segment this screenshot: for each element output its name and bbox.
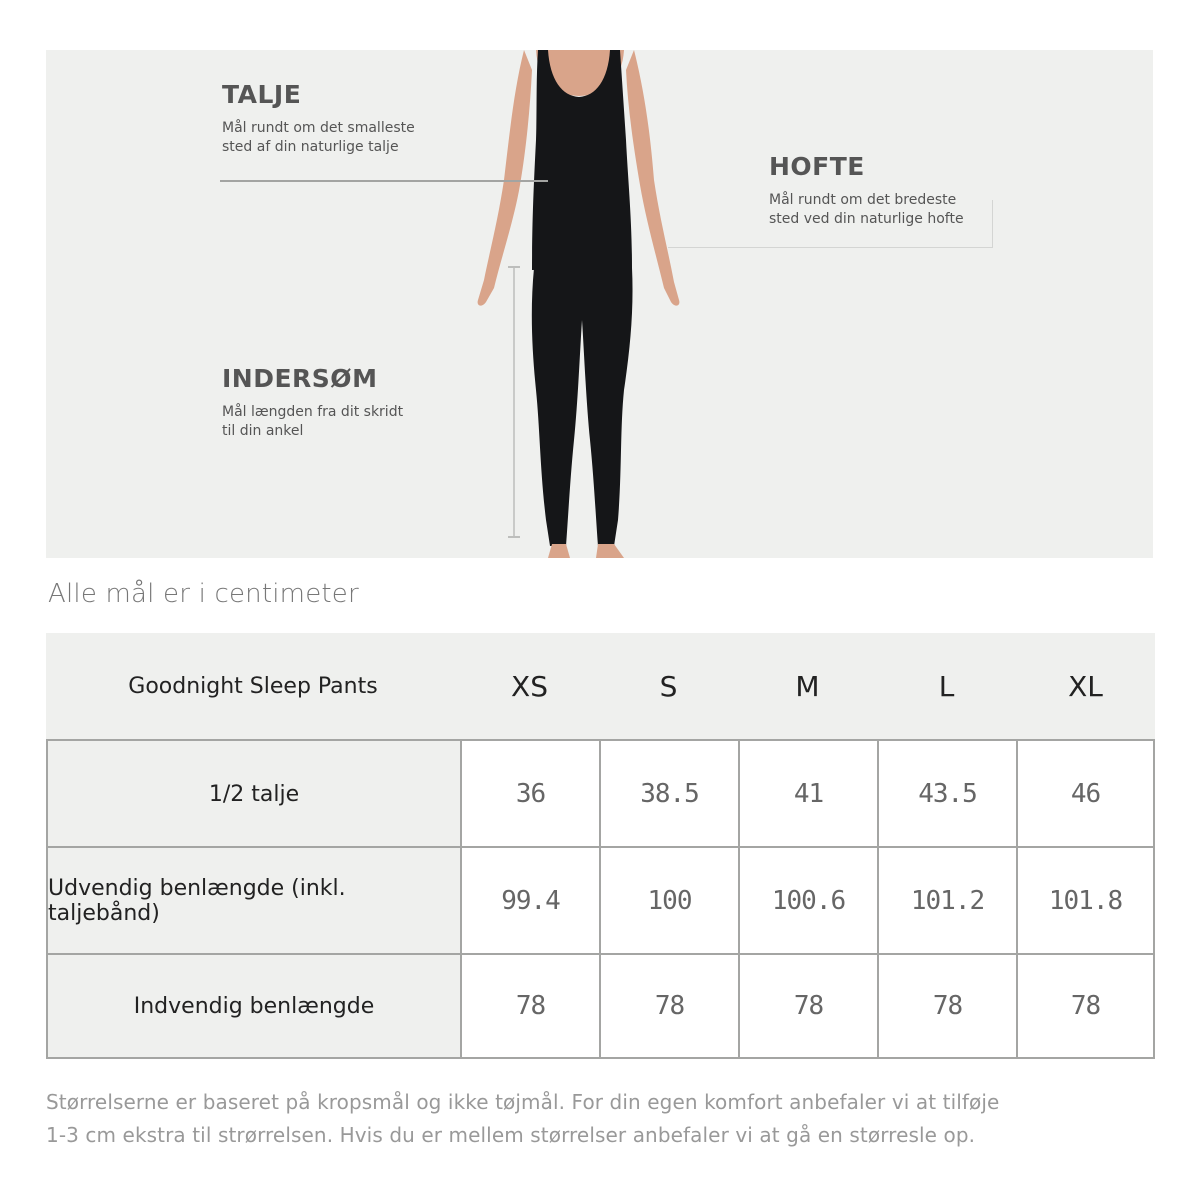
hip-measurement-label bbox=[769, 152, 964, 229]
row-label-cell bbox=[48, 741, 462, 847]
value-cell bbox=[740, 955, 879, 1057]
inseam-desc-line-2: til din ankel bbox=[222, 423, 304, 439]
waist-guide-line bbox=[220, 180, 548, 182]
value-cell bbox=[462, 955, 601, 1057]
value-cell bbox=[740, 848, 879, 954]
footnote-line-2: 1-3 cm ekstra til strørrelsen. Hvis du er mellem størrelser anbefaler vi at gå en størresle op. bbox=[46, 1123, 976, 1147]
value: 78 bbox=[1070, 991, 1101, 1021]
value-cell bbox=[601, 955, 740, 1057]
size-label: M bbox=[795, 669, 820, 703]
value-cell bbox=[740, 741, 879, 847]
value-cell bbox=[1018, 955, 1153, 1057]
size-label: XS bbox=[511, 669, 548, 703]
table-row-half-waist bbox=[48, 741, 1153, 847]
units-note: Alle mål er i centimeter bbox=[48, 579, 359, 609]
value-cell bbox=[879, 848, 1018, 954]
inseam-guide-cap-top bbox=[508, 266, 520, 268]
size-chart-table bbox=[46, 633, 1155, 1021]
size-label: S bbox=[659, 669, 678, 703]
product-name-cell bbox=[46, 633, 460, 739]
value-cell bbox=[601, 848, 740, 954]
value: 78 bbox=[654, 991, 685, 1021]
waist-desc-line-2: sted af din naturlige talje bbox=[222, 139, 399, 155]
inseam-description bbox=[222, 403, 403, 441]
hip-description bbox=[769, 191, 964, 229]
value: 78 bbox=[932, 991, 963, 1021]
footnote-line-1: Størrelserne er baseret på kropsmål og ikke tøjmål. For din egen komfort anbefaler vi at tilføje bbox=[46, 1090, 1000, 1114]
size-header-xl bbox=[1016, 633, 1155, 739]
inseam-guide-line bbox=[513, 266, 515, 538]
size-header-l bbox=[877, 633, 1016, 739]
table-row-outseam bbox=[48, 848, 1153, 954]
inseam-title: INDERSØM bbox=[222, 364, 378, 393]
value: 41 bbox=[793, 779, 824, 809]
inseam-desc-line-1: Mål længden fra dit skridt bbox=[222, 404, 404, 420]
size-header-s bbox=[599, 633, 738, 739]
hip-title: HOFTE bbox=[769, 152, 865, 181]
product-name: Goodnight Sleep Pants bbox=[128, 673, 378, 699]
value-cell bbox=[601, 741, 740, 847]
inseam-measurement-label bbox=[222, 364, 403, 441]
row-label-cell bbox=[48, 955, 462, 1057]
hip-desc-line-2: sted ved din naturlige hofte bbox=[769, 211, 964, 227]
table-header-row bbox=[46, 633, 1155, 739]
row-label-cell bbox=[48, 848, 462, 954]
waist-measurement-label bbox=[222, 80, 415, 157]
value: 78 bbox=[793, 991, 824, 1021]
size-label: XL bbox=[1068, 669, 1103, 703]
value-cell bbox=[1018, 848, 1153, 954]
value: 99.4 bbox=[501, 886, 560, 916]
value: 101.8 bbox=[1048, 886, 1123, 916]
row-label: Indvendig benlængde bbox=[133, 993, 375, 1019]
size-label: L bbox=[938, 669, 955, 703]
waist-desc-line-1: Mål rundt om det smalleste bbox=[222, 120, 415, 136]
hip-desc-line-1: Mål rundt om det bredeste bbox=[769, 192, 957, 208]
inseam-guide-cap-bottom bbox=[508, 536, 520, 538]
value: 100 bbox=[647, 886, 692, 916]
row-label: 1/2 talje bbox=[208, 781, 300, 807]
row-label: Udvendig benlængde (inkl. taljebånd) bbox=[48, 876, 346, 926]
value: 101.2 bbox=[910, 886, 985, 916]
value-cell bbox=[879, 955, 1018, 1057]
table-body bbox=[46, 739, 1155, 1059]
measurement-illustration bbox=[46, 50, 1153, 558]
table-row-inseam bbox=[48, 955, 1153, 1057]
hip-guide-line bbox=[668, 247, 993, 248]
value: 46 bbox=[1070, 779, 1101, 809]
value: 78 bbox=[515, 991, 546, 1021]
model-figure-image bbox=[474, 50, 684, 558]
value-cell bbox=[462, 741, 601, 847]
value: 36 bbox=[515, 779, 546, 809]
value-cell bbox=[462, 848, 601, 954]
value-cell bbox=[879, 741, 1018, 847]
sizing-footnote bbox=[46, 1086, 1156, 1152]
waist-title: TALJE bbox=[222, 80, 302, 109]
waist-description bbox=[222, 119, 415, 157]
hip-guide-bracket bbox=[992, 200, 993, 248]
value: 38.5 bbox=[640, 779, 699, 809]
size-header-xs bbox=[460, 633, 599, 739]
value: 100.6 bbox=[771, 886, 846, 916]
size-header-m bbox=[738, 633, 877, 739]
value-cell bbox=[1018, 741, 1153, 847]
value: 43.5 bbox=[918, 779, 977, 809]
